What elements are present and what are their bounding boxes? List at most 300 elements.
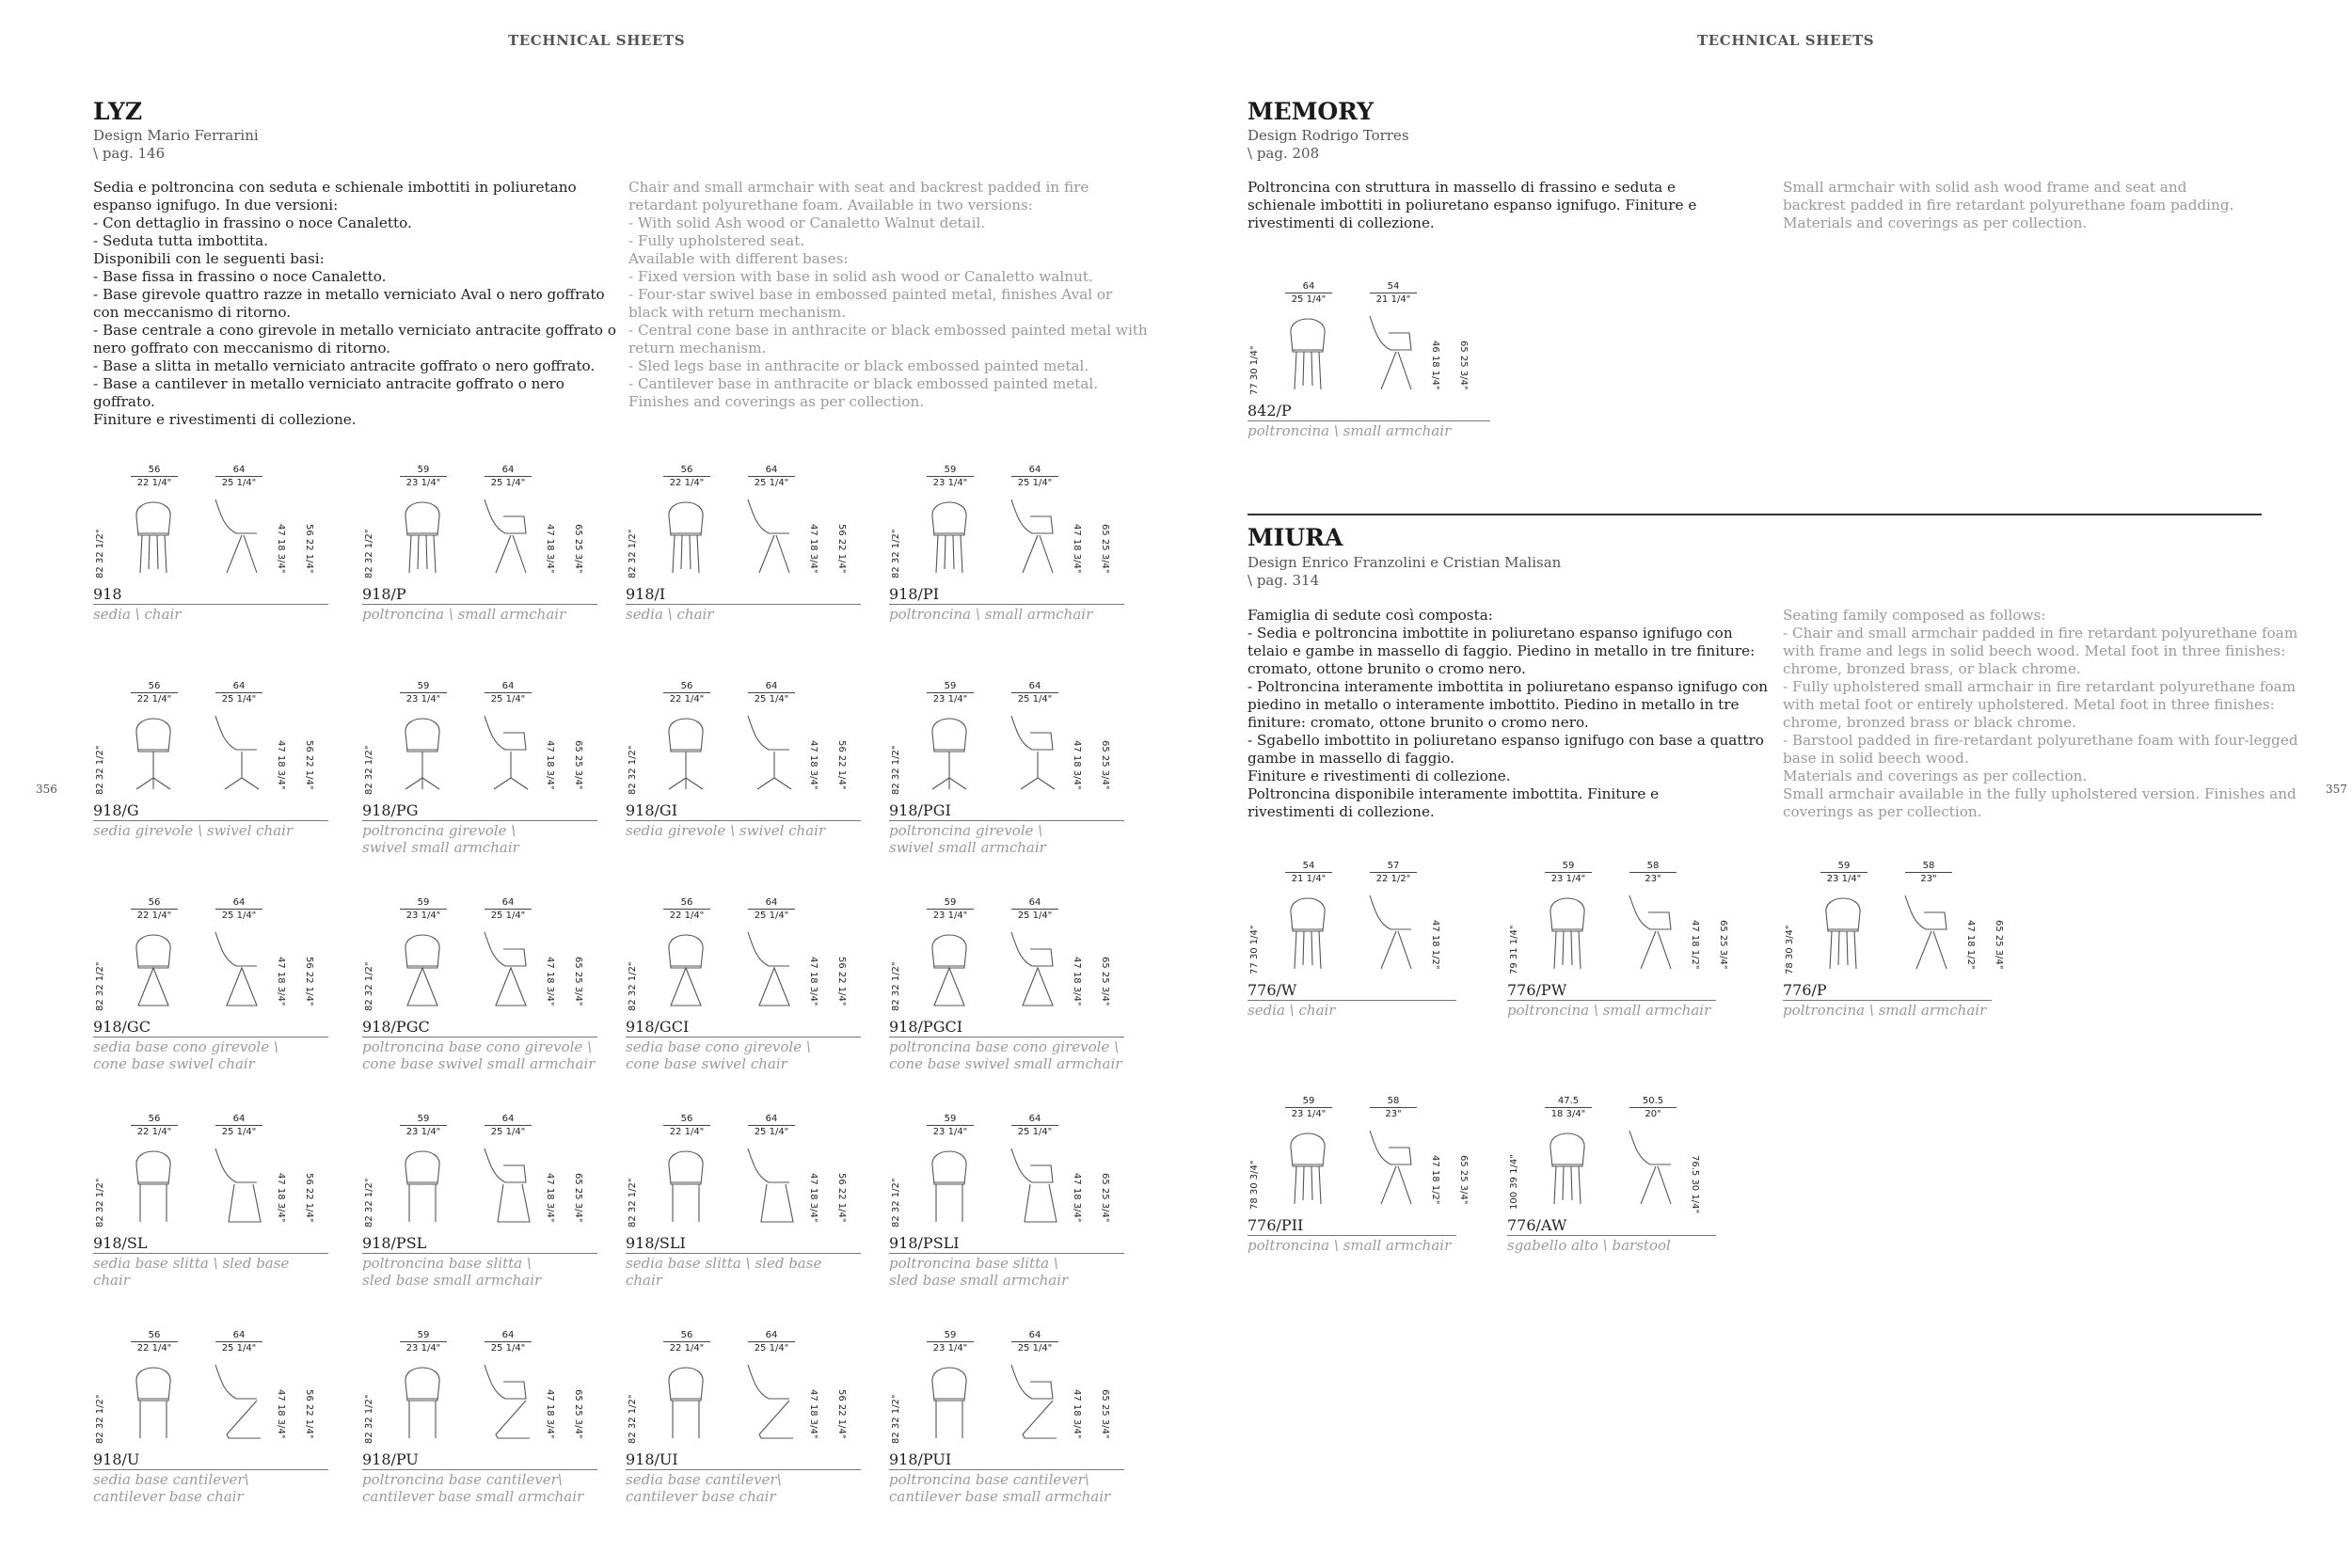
dim-cm: 64 xyxy=(501,1330,515,1340)
dim-line xyxy=(131,1341,178,1342)
product-code: 918/PGC xyxy=(362,1018,430,1036)
dim-inch: 25 1/4" xyxy=(754,1127,789,1137)
product-drawing xyxy=(889,900,1124,1013)
front-shell xyxy=(1291,898,1325,931)
depth-dimension xyxy=(1370,281,1417,305)
product-description: sedia base cantilever\ cantilever base chair xyxy=(626,1471,782,1505)
dim-cm: 59 xyxy=(417,465,430,475)
dim-cm: 47.5 xyxy=(1557,1096,1580,1106)
depth-dimension xyxy=(485,897,532,921)
depth-dimension xyxy=(215,681,262,705)
arm-height-dimension: 56 22 1/4" xyxy=(304,524,314,574)
leg xyxy=(1319,352,1321,389)
product-description: sedia base cantilever\ cantilever base chair xyxy=(93,1471,249,1505)
leg xyxy=(434,535,436,573)
leg xyxy=(227,535,242,573)
dim-cm: 64 xyxy=(501,465,515,475)
chair-drawing xyxy=(1550,895,1671,969)
width-dimension xyxy=(131,465,178,488)
height-dimension: 82 32 1/2" xyxy=(95,1394,105,1444)
product-code: 918/I xyxy=(626,585,666,603)
leg xyxy=(1658,1166,1671,1204)
product-code: 918/G xyxy=(93,801,139,819)
side-shell xyxy=(1011,499,1053,533)
chair-drawing xyxy=(136,932,257,1006)
arm-height-dimension: 56 22 1/4" xyxy=(836,1173,847,1223)
leg xyxy=(1571,1166,1572,1200)
dim-cm: 59 xyxy=(1837,861,1851,871)
chair-drawing xyxy=(669,1365,793,1438)
width-dimension xyxy=(1545,1096,1592,1119)
dim-cm: 50.5 xyxy=(1642,1096,1664,1106)
dim-line xyxy=(748,1341,795,1342)
leg xyxy=(1295,931,1296,969)
dim-line xyxy=(215,1125,262,1126)
front-shell xyxy=(1291,319,1325,352)
product-rule xyxy=(626,1469,861,1470)
leg xyxy=(932,778,949,789)
seat-height-dimension: 47 18 3/4" xyxy=(545,740,555,790)
dim-cm: 56 xyxy=(680,681,693,691)
height-dimension: 78 30 3/4" xyxy=(1785,925,1795,974)
dim-cm: 64 xyxy=(1028,897,1041,908)
leg xyxy=(1641,931,1656,969)
depth-dimension xyxy=(215,465,262,488)
dim-inch: 25 1/4" xyxy=(1017,694,1053,705)
dim-cm: 64 xyxy=(232,465,246,475)
leg xyxy=(409,535,411,573)
product-description: sedia base cono girevole \ cone base swivel chair xyxy=(93,1038,278,1072)
side-shell xyxy=(1370,316,1411,350)
leg xyxy=(961,535,962,573)
leg xyxy=(1303,1166,1304,1200)
dim-cm: 64 xyxy=(765,1330,778,1340)
leg xyxy=(1579,1166,1581,1204)
product-description: sgabello alto \ barstool xyxy=(1507,1237,1671,1254)
product-code: 918/PSLI xyxy=(889,1234,960,1252)
dim-inch: 18 3/4" xyxy=(1550,1109,1586,1119)
arm-height-dimension: 65 25 3/4" xyxy=(573,740,583,790)
product-item xyxy=(889,897,1124,1072)
product-item xyxy=(362,467,597,627)
depth-dimension xyxy=(1011,681,1058,705)
dim-cm: 56 xyxy=(148,897,161,908)
chair-drawing xyxy=(932,716,1055,789)
product-drawing xyxy=(93,1333,328,1446)
chair-drawing xyxy=(932,932,1053,1006)
height-dimension: 82 32 1/2" xyxy=(628,745,638,795)
dim-cm: 64 xyxy=(232,1114,246,1124)
chair-drawing xyxy=(932,1148,1057,1222)
leg xyxy=(1303,352,1304,386)
arm-height-dimension: 56 22 1/4" xyxy=(836,1389,847,1439)
arm-height-dimension: 56 22 1/4" xyxy=(304,740,314,790)
dim-line xyxy=(927,692,974,693)
product-item xyxy=(626,1330,861,1505)
product-rule xyxy=(93,604,328,605)
product-drawing xyxy=(362,1117,597,1229)
dim-inch: 22 1/2" xyxy=(1375,874,1411,884)
product-description: poltroncina \ small armchair xyxy=(1783,1002,1987,1019)
leg xyxy=(1838,931,1839,965)
product-code: 842/P xyxy=(1248,402,1292,420)
dim-inch: 21 1/4" xyxy=(1375,294,1411,305)
page-number-left: 356 xyxy=(36,783,57,796)
leg xyxy=(1398,931,1411,969)
depth-dimension xyxy=(485,465,532,488)
side-shell xyxy=(215,1365,257,1399)
dim-cm: 64 xyxy=(1302,281,1315,292)
leg xyxy=(157,535,158,569)
side-shell xyxy=(748,1365,789,1399)
arm-height-dimension: 65 25 3/4" xyxy=(1100,524,1110,574)
leg xyxy=(1381,352,1396,389)
product-code: 776/P xyxy=(1783,981,1827,999)
side-shell xyxy=(1011,716,1053,750)
dim-line xyxy=(1545,872,1592,873)
seat-height-dimension: 47 18 3/4" xyxy=(276,1389,286,1439)
dim-cm: 56 xyxy=(680,897,693,908)
arm-height-dimension: 56 22 1/4" xyxy=(836,957,847,1006)
side-shell xyxy=(1370,895,1411,929)
arm-height-dimension: 65 25 3/4" xyxy=(1100,1173,1110,1223)
lyz-designer: Design Mario Ferrarini xyxy=(93,127,259,144)
page-number-right: 357 xyxy=(2326,783,2347,796)
product-description: poltroncina base slitta \ sled base small armchair xyxy=(362,1255,542,1289)
dim-cm: 59 xyxy=(417,1114,430,1124)
front-shell xyxy=(136,502,170,535)
seat-height-dimension: 47 18 1/2" xyxy=(1430,1155,1440,1205)
dim-line xyxy=(1285,1107,1332,1108)
dim-line xyxy=(400,476,447,477)
dim-inch: 23 1/4" xyxy=(405,694,441,705)
height-dimension: 82 32 1/2" xyxy=(364,529,374,578)
product-drawing xyxy=(626,467,861,580)
dim-line xyxy=(663,1125,710,1126)
leg xyxy=(1381,1166,1396,1204)
dim-line xyxy=(663,1341,710,1342)
width-dimension xyxy=(131,1114,178,1137)
product-drawing xyxy=(626,1117,861,1229)
dim-inch: 25 1/4" xyxy=(1017,478,1053,488)
side-shell xyxy=(215,1148,257,1182)
product-description: poltroncina girevole \ swivel small armchair xyxy=(362,822,519,856)
header-right: TECHNICAL SHEETS xyxy=(1697,32,1875,49)
product-code: 918/PG xyxy=(362,801,419,819)
dim-line xyxy=(1011,476,1058,477)
leg xyxy=(426,535,427,569)
seat-height-dimension: 76.5 30 1/4" xyxy=(1690,1155,1700,1214)
dim-line xyxy=(215,692,262,693)
dim-cm: 64 xyxy=(501,681,515,691)
side-shell xyxy=(215,499,257,533)
height-dimension: 82 32 1/2" xyxy=(364,1178,374,1227)
depth-dimension xyxy=(748,681,795,705)
chair-drawing xyxy=(136,1148,261,1222)
product-code: 918/PU xyxy=(362,1450,419,1468)
product-code: 918/SLI xyxy=(626,1234,686,1252)
width-dimension xyxy=(400,1114,447,1137)
chair-drawing xyxy=(405,932,526,1006)
header-left: TECHNICAL SHEETS xyxy=(508,32,686,49)
seat-height-dimension: 47 18 3/4" xyxy=(276,524,286,574)
right-page xyxy=(1176,0,2352,1568)
dim-inch: 22 1/4" xyxy=(136,911,172,921)
product-rule xyxy=(362,1469,597,1470)
depth-dimension xyxy=(485,1114,532,1137)
product-description: poltroncina base slitta \ sled base small armchair xyxy=(889,1255,1069,1289)
dim-inch: 25 1/4" xyxy=(490,1127,526,1137)
dim-cm: 59 xyxy=(417,1330,430,1340)
height-dimension: 82 32 1/2" xyxy=(628,1178,638,1227)
depth-dimension xyxy=(215,1330,262,1354)
product-rule xyxy=(889,604,1124,605)
dim-line xyxy=(927,1341,974,1342)
product-drawing xyxy=(626,684,861,797)
arm-height-dimension: 65 25 3/4" xyxy=(1100,1389,1110,1439)
width-dimension xyxy=(927,897,974,921)
arm-height-dimension: 56 22 1/4" xyxy=(304,1389,314,1439)
memory-description-en: Small armchair with solid ash wood frame and seat and backrest padded in fire retardant polyurethane foam padding. Materials and coverings as per collection. xyxy=(1783,179,2234,231)
depth-dimension xyxy=(485,681,532,705)
dim-inch: 22 1/4" xyxy=(669,1127,705,1137)
product-drawing xyxy=(626,900,861,1013)
product-item xyxy=(362,1330,597,1505)
width-dimension xyxy=(400,897,447,921)
dim-line xyxy=(485,1125,532,1126)
product-code: 918/PSL xyxy=(362,1234,427,1252)
leg xyxy=(1658,931,1671,969)
dim-inch: 25 1/4" xyxy=(221,911,257,921)
cone xyxy=(1023,968,1053,1006)
product-code: 918/GCI xyxy=(626,1018,690,1036)
product-description: sedia \ chair xyxy=(626,606,714,623)
dim-line xyxy=(748,692,795,693)
product-rule xyxy=(626,604,861,605)
dim-cm: 59 xyxy=(417,897,430,908)
leg xyxy=(669,778,686,789)
dim-inch: 23 1/4" xyxy=(405,1127,441,1137)
width-dimension xyxy=(1285,281,1332,305)
dim-cm: 54 xyxy=(1387,281,1400,292)
height-dimension: 82 32 1/2" xyxy=(95,529,105,578)
product-description: sedia base cono girevole \ cone base swivel chair xyxy=(626,1038,811,1072)
height-dimension: 78 30 3/4" xyxy=(1249,1160,1260,1210)
width-dimension xyxy=(1820,861,1867,884)
product-code: 918 xyxy=(93,585,122,603)
product-drawing xyxy=(362,684,597,797)
leg xyxy=(1295,352,1296,389)
side-shell xyxy=(1629,1131,1671,1164)
product-item xyxy=(362,897,597,1072)
height-dimension: 82 32 1/2" xyxy=(891,961,901,1011)
dim-cm: 64 xyxy=(1028,465,1041,475)
front-shell xyxy=(932,502,966,535)
dim-line xyxy=(131,909,178,910)
dim-line xyxy=(1285,872,1332,873)
depth-dimension xyxy=(748,1330,795,1354)
side-shell xyxy=(1629,895,1671,929)
leg xyxy=(153,778,170,789)
height-dimension: 82 32 1/2" xyxy=(628,529,638,578)
arm-height-dimension: 65 25 3/4" xyxy=(573,524,583,574)
dim-cm: 64 xyxy=(1028,1114,1041,1124)
leg xyxy=(1311,352,1312,386)
lyz-title: LYZ xyxy=(93,98,143,125)
product-description: sedia \ chair xyxy=(1248,1002,1336,1019)
dim-line xyxy=(485,909,532,910)
leg xyxy=(422,778,439,789)
side-shell xyxy=(1011,1148,1053,1182)
product-code: 776/PII xyxy=(1248,1216,1304,1234)
side-shell xyxy=(485,1365,526,1399)
height-dimension: 82 32 1/2" xyxy=(891,1394,901,1444)
lyz-description-it: Sedia e poltroncina con seduta e schienale imbottiti in poliuretano espanso ignifugo. In due versioni: - Con dettaglio in frassino o noce Canaletto. - Seduta tutta imbottita. Disponibili con le seguenti basi: - Base fissa in frassino o noce Canaletto. - Base girevole quattro razze in metallo verniciato Aval o nero goffrato con meccanismo di ritorno. - Base centrale a cono girevole in metallo verniciato antracite goffrato o nero goffrato con meccanismo di ritorno. - Base a slitta in metallo verniciato antracite goffrato o nero goffrato. - Base a cantilever in metallo verniciato antracite goffrato o nero goffrato. Finiture e rivestimenti di collezione. xyxy=(93,179,617,428)
dim-line xyxy=(1370,1107,1417,1108)
product-description: poltroncina base cantilever\ cantilever base small armchair xyxy=(362,1471,584,1505)
product-code: 918/GC xyxy=(93,1018,151,1036)
side-shell xyxy=(748,1148,789,1182)
dim-inch: 23 1/4" xyxy=(932,1127,968,1137)
dim-line xyxy=(400,1341,447,1342)
section-divider xyxy=(1248,514,2262,515)
leg xyxy=(757,778,774,789)
product-description: sedia \ chair xyxy=(93,606,182,623)
depth-dimension xyxy=(1370,1096,1417,1119)
dim-inch: 25 1/4" xyxy=(1017,1127,1053,1137)
product-item xyxy=(626,1114,861,1289)
product-code: 918/U xyxy=(93,1450,140,1468)
leg xyxy=(1571,931,1572,965)
product-code: 776/AW xyxy=(1507,1216,1567,1234)
cone xyxy=(227,968,257,1006)
miura-designer: Design Enrico Franzolini e Cristian Malisan xyxy=(1248,554,1562,571)
height-dimension: 82 32 1/2" xyxy=(364,745,374,795)
product-rule xyxy=(362,604,597,605)
leg xyxy=(1554,931,1556,969)
product-item xyxy=(626,681,861,844)
leg xyxy=(1319,931,1321,969)
dim-cm: 58 xyxy=(1387,1096,1400,1106)
cone xyxy=(138,968,168,1006)
memory-designer: Design Rodrigo Torres xyxy=(1248,127,1409,144)
dim-cm: 64 xyxy=(232,897,246,908)
dim-inch: 25 1/4" xyxy=(1291,294,1327,305)
product-code: 918/SL xyxy=(93,1234,148,1252)
chair-drawing xyxy=(932,499,1053,573)
seat-height-dimension: 47 18 1/2" xyxy=(1430,920,1440,970)
width-dimension xyxy=(927,1330,974,1354)
dim-inch: 25 1/4" xyxy=(490,1343,526,1354)
side-shell xyxy=(748,932,789,966)
dim-inch: 25 1/4" xyxy=(490,911,526,921)
product-description: sedia base slitta \ sled base chair xyxy=(626,1255,827,1289)
side-shell xyxy=(215,716,257,750)
dim-cm: 64 xyxy=(501,1114,515,1124)
leg xyxy=(1563,1166,1564,1200)
product-item xyxy=(1783,863,2037,1023)
dim-inch: 22 1/4" xyxy=(669,1343,705,1354)
dim-inch: 21 1/4" xyxy=(1291,874,1327,884)
dim-cm: 59 xyxy=(1302,1096,1315,1106)
depth-dimension xyxy=(748,1114,795,1137)
seat-height-dimension: 47 18 3/4" xyxy=(808,1173,818,1223)
arm-height-dimension: 56 22 1/4" xyxy=(304,957,314,1006)
dim-cm: 59 xyxy=(944,465,957,475)
leg xyxy=(1933,931,1947,969)
dim-inch: 20" xyxy=(1645,1109,1661,1119)
seat-height-dimension: 47 18 3/4" xyxy=(545,1389,555,1439)
product-rule xyxy=(1248,1000,1456,1001)
product-rule xyxy=(1507,1235,1716,1236)
leg xyxy=(511,778,528,789)
leg xyxy=(513,535,526,573)
product-rule xyxy=(889,1253,1124,1254)
sled xyxy=(229,1184,261,1222)
height-dimension: 82 32 1/2" xyxy=(95,1178,105,1227)
dim-inch: 25 1/4" xyxy=(221,1127,257,1137)
front-shell xyxy=(669,502,703,535)
product-code: 918/PI xyxy=(889,585,940,603)
dim-line xyxy=(1629,872,1677,873)
leg xyxy=(776,535,789,573)
dim-inch: 25 1/4" xyxy=(221,1343,257,1354)
leg xyxy=(136,778,153,789)
cone xyxy=(671,968,701,1006)
dim-line xyxy=(485,1341,532,1342)
product-drawing xyxy=(889,1117,1124,1229)
leg xyxy=(1295,1166,1296,1204)
product-code: 776/W xyxy=(1248,981,1297,999)
product-item xyxy=(1507,1096,1761,1259)
depth-dimension xyxy=(1370,861,1417,884)
sled xyxy=(1025,1184,1057,1222)
depth-dimension xyxy=(1011,465,1058,488)
seat-height-dimension: 47 18 3/4" xyxy=(808,524,818,574)
product-code: 918/GI xyxy=(626,801,678,819)
seat-height-dimension: 47 18 3/4" xyxy=(276,957,286,1006)
front-shell xyxy=(669,935,703,968)
leg xyxy=(165,535,167,573)
front-shell xyxy=(1550,1133,1584,1166)
dim-line xyxy=(1820,872,1867,873)
dim-cm: 64 xyxy=(765,897,778,908)
arm-height-dimension: 56 22 1/4" xyxy=(304,1173,314,1223)
dim-inch: 22 1/4" xyxy=(669,478,705,488)
product-drawing xyxy=(93,684,328,797)
leg xyxy=(1303,931,1304,965)
product-drawing xyxy=(362,900,597,1013)
dim-line xyxy=(663,476,710,477)
dim-inch: 25 1/4" xyxy=(754,1343,789,1354)
dim-inch: 22 1/4" xyxy=(669,911,705,921)
product-item xyxy=(626,897,861,1072)
dim-inch: 25 1/4" xyxy=(754,478,789,488)
side-shell xyxy=(1011,932,1053,966)
height-dimension: 82 32 1/2" xyxy=(891,529,901,578)
dim-inch: 25 1/4" xyxy=(490,694,526,705)
side-shell xyxy=(1370,1131,1411,1164)
arm-height-dimension: 65 25 3/4" xyxy=(1100,957,1110,1006)
dim-cm: 58 xyxy=(1646,861,1660,871)
chair-drawing xyxy=(932,1365,1057,1438)
dim-line xyxy=(1545,1107,1592,1108)
depth-dimension xyxy=(1905,861,1952,884)
product-rule xyxy=(93,820,328,821)
product-description: sedia base slitta \ sled base chair xyxy=(93,1255,294,1289)
chair-drawing xyxy=(405,716,528,789)
arm-height-dimension: 65 25 3/4" xyxy=(1994,920,2004,970)
